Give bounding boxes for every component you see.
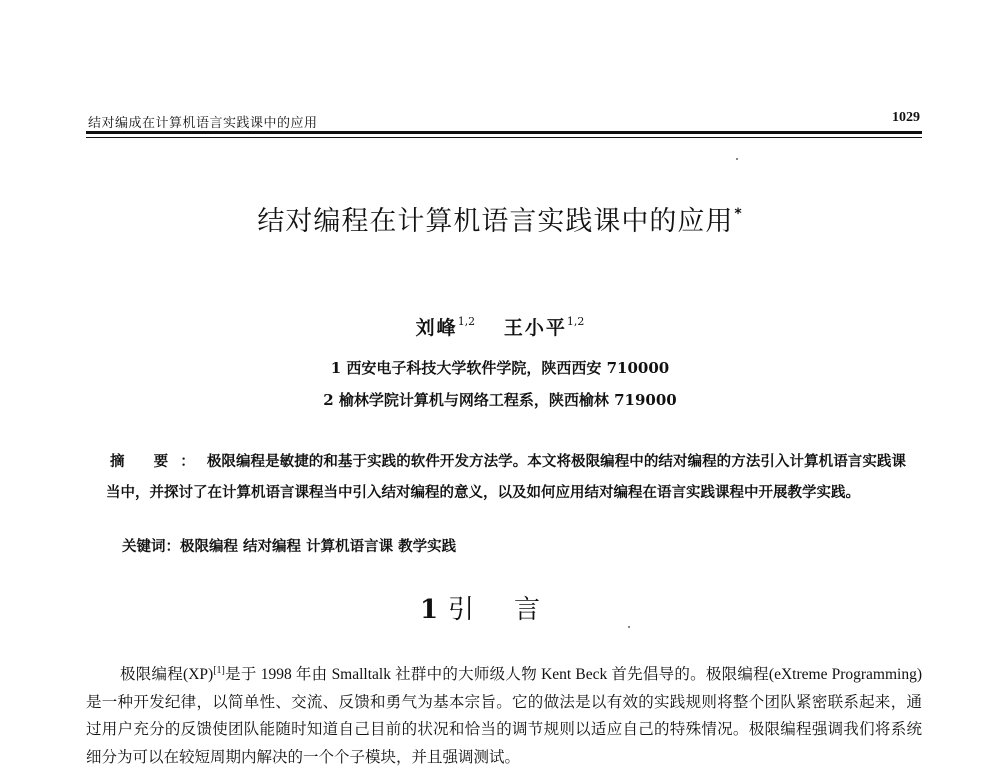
scan-speck — [628, 626, 630, 628]
page-number: 1029 — [892, 110, 920, 125]
author-affiliation-mark: 1,2 — [457, 315, 476, 328]
running-title: 结对编成在计算机语言实践课中的应用 — [88, 116, 318, 131]
section-number: 1 — [419, 595, 439, 625]
author-2 — [504, 313, 585, 340]
scan-speck — [736, 158, 738, 160]
citation-mark: [1] — [213, 665, 225, 676]
affiliation-2: 2 榆林学院计算机与网络工程系，陕西榆林 719000 — [323, 391, 677, 409]
affiliation-1: 1 西安电子科技大学软件学院，陕西西安 710000 — [330, 359, 670, 377]
author-name: 王小平 — [503, 317, 567, 339]
author-name: 刘峰 — [415, 317, 458, 339]
paper-title-text: 结对编程在计算机语言实践课中的应用 — [257, 206, 734, 237]
paper-title — [0, 199, 1000, 238]
author-affiliation-mark: 1,2 — [566, 315, 585, 328]
body-rest: 是于 1998 年由 Smalltalk 社群中的大师级人物 Kent Beck 首先倡导的。极限编程(eXtreme Programming)是一种开发纪律，以简单性、交流、反馈和勇气为基本宗旨。它的做法是以有效的实践规则将整个团队紧密联系起来，通过用户充分的反馈使团队能随时知道自己目前的状况和恰当的调节规则以适应自己的特殊情况。极限编程强调我们将系统细分为可以在较短周期内解决的一个个子模块，并且强调测试。 — [86, 666, 922, 766]
body-paragraph — [86, 657, 922, 771]
section-title: 引言 — [448, 595, 581, 625]
keywords-text: 极限编程 结对编程 计算机语言课 教学实践 — [180, 538, 457, 555]
abstract-text: 极限编程是敏捷的和基于实践的软件开发方法学。本文将极限编程中的结对编程的方法引入计算机语言实践课当中，并探讨了在计算机语言课程当中引入结对编程的意义，以及如何应用结对编程在语言实践课程中开展教学实践。 — [106, 453, 906, 501]
title-footnote-mark: * — [734, 206, 743, 222]
keywords-label: 关键词： — [122, 538, 180, 555]
abstract-label: 摘 要： — [110, 453, 207, 470]
author-list — [0, 313, 1000, 340]
keywords — [122, 535, 902, 556]
section-heading — [0, 589, 1000, 626]
header-rule-thin — [86, 137, 922, 138]
author-1 — [416, 313, 476, 340]
running-header — [88, 110, 920, 132]
abstract — [106, 446, 906, 508]
body-lead: 极限编程(XP) — [120, 666, 214, 684]
header-rule-thick — [86, 131, 922, 134]
